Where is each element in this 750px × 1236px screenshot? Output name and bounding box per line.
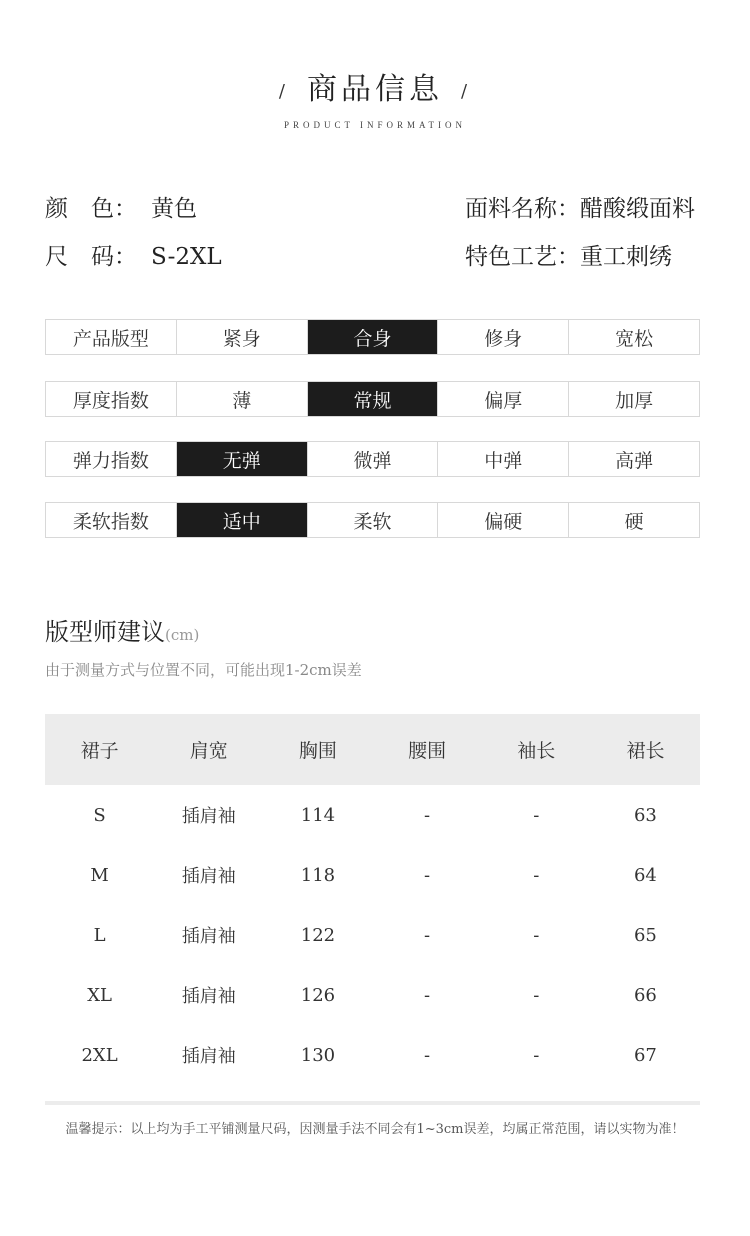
attribute-option: 常规 — [307, 382, 438, 416]
column-header: 肩宽 — [189, 740, 228, 762]
section-subtitle: PRODUCT INFORMATION — [283, 120, 467, 130]
spec-craft-label: 特色工艺： — [465, 244, 580, 270]
table-cell: 122 — [300, 924, 336, 946]
table-row — [45, 965, 700, 1025]
table-cell: 130 — [300, 1044, 336, 1066]
spec-fabric — [465, 190, 695, 223]
section-title — [0, 64, 750, 108]
attribute-option: 宽松 — [568, 320, 699, 354]
table-cell: XL — [87, 984, 112, 1006]
attribute-option: 偏厚 — [437, 382, 568, 416]
table-cell: 2XL — [81, 1044, 118, 1066]
column-header: 袖长 — [517, 740, 556, 762]
column-header: 腰围 — [408, 740, 447, 762]
table-cell: L — [93, 924, 106, 946]
spec-craft-value: 重工刺绣 — [580, 244, 672, 270]
attribute-label: 产品版型 — [72, 327, 149, 350]
attribute-label: 厚度指数 — [72, 389, 149, 412]
table-row — [45, 1025, 700, 1085]
table-cell: 64 — [633, 864, 657, 886]
spec-row-2 — [45, 238, 705, 286]
advice-title — [45, 612, 362, 647]
spec-row-1 — [45, 190, 705, 238]
table-row — [45, 785, 700, 845]
attribute-row-thickness — [45, 381, 700, 417]
attribute-row-elasticity — [45, 441, 700, 477]
spec-craft — [465, 238, 672, 271]
table-cell: - — [533, 804, 540, 826]
slash-right-icon: / — [461, 80, 472, 102]
attribute-option: 无弹 — [176, 442, 307, 476]
pattern-advice — [45, 612, 362, 680]
spec-color-label: 颜 色： — [45, 196, 137, 222]
table-cell: - — [533, 864, 540, 886]
size-table-header — [45, 714, 700, 785]
attribute-option: 中弹 — [437, 442, 568, 476]
table-cell: 66 — [633, 984, 657, 1006]
spec-color-value: 黄色 — [151, 196, 197, 222]
table-cell: - — [424, 1044, 431, 1066]
column-header: 胸围 — [298, 740, 337, 762]
table-cell: - — [424, 864, 431, 886]
table-cell: 118 — [300, 864, 336, 886]
table-cell: - — [424, 924, 431, 946]
spec-size-label: 尺 码： — [45, 244, 137, 270]
attribute-label: 弹力指数 — [72, 449, 149, 472]
attribute-option: 柔软 — [307, 503, 438, 537]
attribute-option: 紧身 — [176, 320, 307, 354]
spec-fabric-value: 醋酸缎面料 — [580, 196, 695, 222]
attribute-label: 柔软指数 — [72, 510, 149, 533]
divider — [45, 1101, 700, 1105]
advice-note: 由于测量方式与位置不同，可能出现1-2cm误差 — [45, 661, 362, 679]
table-cell: M — [90, 864, 109, 886]
table-cell: 插肩袖 — [181, 866, 236, 887]
table-cell: - — [533, 1044, 540, 1066]
slash-left-icon: / — [278, 80, 289, 102]
table-row — [45, 845, 700, 905]
table-cell: 65 — [633, 924, 657, 946]
spec-size — [45, 238, 222, 271]
section-title-text: 商品信息 — [307, 72, 443, 107]
attribute-option: 修身 — [437, 320, 568, 354]
table-cell: 插肩袖 — [181, 986, 236, 1007]
size-table — [45, 714, 700, 1085]
table-cell: S — [93, 804, 106, 826]
table-row — [45, 905, 700, 965]
attribute-option: 微弹 — [307, 442, 438, 476]
advice-title-text: 版型师建议 — [45, 618, 165, 646]
attribute-option: 加厚 — [568, 382, 699, 416]
advice-unit: (cm) — [165, 626, 200, 644]
table-cell: 126 — [300, 984, 336, 1006]
section-header — [0, 64, 750, 130]
attribute-option: 偏硬 — [437, 503, 568, 537]
spec-color — [45, 190, 197, 223]
attribute-option: 薄 — [176, 382, 307, 416]
table-cell: - — [424, 984, 431, 1006]
table-cell: 114 — [300, 804, 336, 826]
attribute-option: 高弹 — [568, 442, 699, 476]
table-cell: - — [533, 984, 540, 1006]
table-cell: 插肩袖 — [181, 1046, 236, 1067]
product-specs — [45, 190, 705, 286]
table-cell: 插肩袖 — [181, 806, 236, 827]
column-header: 裙子 — [80, 740, 119, 762]
spec-fabric-label: 面料名称： — [465, 196, 580, 222]
footnote: 温馨提示：以上均为手工平铺测量尺码，因测量手法不同会有1~3cm误差，均属正常范围，请以实物为准！ — [65, 1122, 685, 1137]
table-cell: 插肩袖 — [181, 926, 236, 947]
attribute-option: 硬 — [568, 503, 699, 537]
attribute-option: 适中 — [176, 503, 307, 537]
attribute-option: 合身 — [307, 320, 438, 354]
column-header: 裙长 — [626, 740, 665, 762]
spec-size-value: S-2XL — [151, 244, 222, 270]
table-cell: 63 — [633, 804, 657, 826]
table-cell: - — [424, 804, 431, 826]
attribute-row-softness — [45, 502, 700, 538]
attribute-row-fit — [45, 319, 700, 355]
table-cell: 67 — [633, 1044, 657, 1066]
table-cell: - — [533, 924, 540, 946]
